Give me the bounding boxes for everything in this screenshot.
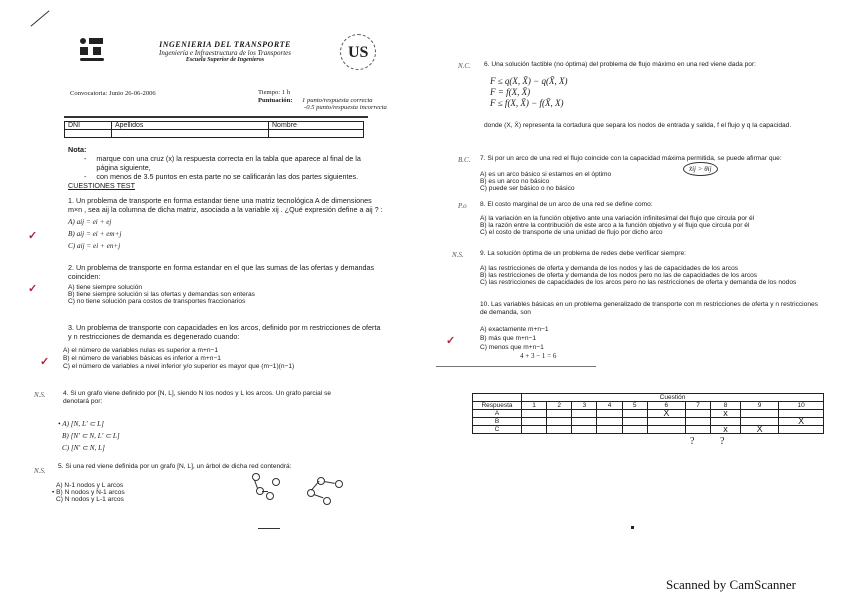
convocatoria-text: Convocatoria: Junio 26-06-2006 <box>70 90 156 97</box>
answer-cell[interactable] <box>622 418 647 426</box>
answer-cell[interactable] <box>597 410 622 418</box>
scan-artifact-line <box>258 528 280 529</box>
header-block <box>110 40 340 63</box>
nombre-field[interactable] <box>269 130 364 138</box>
margin-note: N.C. <box>458 62 471 70</box>
answer-cell[interactable]: X <box>779 418 824 426</box>
answer-cell[interactable] <box>741 410 779 418</box>
handwritten-annotation: x̃ij > θij <box>683 162 718 176</box>
answer-cell[interactable] <box>572 418 597 426</box>
answer-cell[interactable]: X <box>741 426 779 434</box>
answer-cell[interactable] <box>685 426 710 434</box>
q2-option-b: B) tiene siempre solución si las ofertas y demandas son enteras <box>68 291 255 298</box>
handwritten-calculation: 4 + 3 − 1 = 6 <box>520 352 557 360</box>
q3-option-b: B) el número de variables básicas es inferior a m+n−1 <box>63 355 221 362</box>
question-9: 9. La solución óptima de un problema de redes debe verificar siempre: <box>480 250 686 257</box>
school-logo-icon <box>80 38 104 62</box>
q8-option-a: A) la variación en la función objetivo ante una variación infinitesimal del flujo que circula por él <box>480 215 755 222</box>
puntuacion-correct: 1 punto/respuesta correcta <box>302 97 373 104</box>
answer-cell[interactable] <box>522 418 547 426</box>
question-8: 8. El costo marginal de un arco de una red se define como: <box>480 201 653 208</box>
answer-cell[interactable] <box>685 410 710 418</box>
header-title: INGENIERIA DEL TRANSPORTE <box>159 40 291 49</box>
q4-option-a: • A) [N, L' ⊂ L] <box>58 420 104 428</box>
question-6: 6. Una solución factible (no óptima) del problema de flujo máximo en una red viene dada por: <box>484 61 756 68</box>
answer-row-b: B X <box>473 418 824 426</box>
answer-cell[interactable]: x <box>711 410 741 418</box>
header-divider <box>64 116 368 118</box>
question-10: 10. Las variables básicas en un problema generalizado de transporte con m restricciones de oferta y n restricciones de demanda, son <box>480 301 818 316</box>
tiempo-text: Tiempo: 1 h <box>258 89 290 96</box>
check-mark-icon: ✓ <box>40 356 50 368</box>
note-item: - con menos de 3.5 puntos en esta parte no se calificarán las dos partes siguientes. <box>84 172 359 181</box>
answer-cell[interactable] <box>622 426 647 434</box>
margin-note: N.S. <box>34 467 46 475</box>
q9-option-c: C) las restricciones de capacidades de los arcos pero no las restricciones de oferta y demanda de los nodos <box>480 279 797 286</box>
q10-option-c: C) menos que m+n−1 <box>480 344 544 351</box>
answer-cell[interactable] <box>597 418 622 426</box>
answer-cell[interactable] <box>622 410 647 418</box>
q10-option-a: A) exactamente m+n−1 <box>480 326 549 333</box>
q6-footer: donde (X, X̄) representa la cortadura que separa los nodos de entrada y salida, f el flujo y q la capacidad. <box>484 122 792 129</box>
note-item: - marque con una cruz (x) la respuesta correcta en la tabla que aparece al final de la página siguiente, <box>84 154 361 172</box>
answer-cell[interactable] <box>647 418 685 426</box>
q9-option-a: A) las restricciones de oferta y demanda de los nodos y las de capacidades de los arcos <box>480 265 739 272</box>
q2-option-c: C) no tiene solución para costos de transportes fraccionarios <box>68 298 246 305</box>
q5-option-b: • B) N nodos y N-1 arcos <box>52 489 125 496</box>
question-mark-q7: ? <box>690 436 695 447</box>
answer-cell[interactable] <box>522 426 547 434</box>
answer-cell[interactable] <box>572 410 597 418</box>
q1-option-a: A) aij = ei + ej <box>68 218 112 226</box>
q7-option-a: A) es un arco básico si estamos en el óptimo <box>480 171 612 178</box>
q8-option-c: C) el costo de transporte de una unidad de flujo por dicho arco <box>480 229 663 236</box>
q1-option-b: B) aij = ei + em+j <box>68 230 122 238</box>
pen-stroke-mark <box>30 10 49 26</box>
q3-option-a: A) el número de variables nulas es superior a m+n−1 <box>63 347 219 354</box>
answer-cell[interactable] <box>647 426 685 434</box>
answer-cell[interactable] <box>547 410 572 418</box>
q6-formulas <box>490 76 568 109</box>
q5-option-a: A) N-1 nodos y L arcos <box>56 482 124 489</box>
apellidos-header: Apellidos <box>112 122 269 130</box>
university-seal-icon: US <box>340 34 376 70</box>
q1-option-c: C) aij = ei + en+j <box>68 242 121 250</box>
q4-option-c: C) [N' ⊂ N, L] <box>62 444 105 452</box>
question-mark-q8: ? <box>720 436 725 447</box>
check-mark-icon: ✓ <box>28 230 38 242</box>
note-label: Nota: <box>68 145 87 154</box>
margin-note: N.S. <box>452 251 464 259</box>
margin-note: N.S. <box>34 391 46 399</box>
header-school: Escuela Superior de Ingenieros <box>185 57 265 63</box>
margin-note: P.o <box>458 202 467 210</box>
puntuacion-incorrect: -0.5 punto/respuesta incorrecta <box>304 104 387 111</box>
q7-option-b: B) es un arco no básico <box>480 178 550 185</box>
scan-artifact-dot <box>631 526 634 529</box>
puntuacion-label: Puntuación: <box>258 97 293 104</box>
section-title: CUESTIONES TEST <box>68 181 135 190</box>
q3-option-c: C) el número de variables a nivel inferior y/o superior es mayor que (m−1)(n−1) <box>63 363 295 370</box>
answer-table-row-header: Respuesta <box>473 402 522 410</box>
answer-cell[interactable] <box>547 426 572 434</box>
answer-table: Cuestión Respuesta 1 2 3 4 5 6 7 8 9 10 A X x B X C x X <box>472 393 824 434</box>
q6-formula-2: F = f(X, X̄) <box>490 87 531 97</box>
answer-cell[interactable] <box>572 426 597 434</box>
q8-option-b: B) la razón entre la contribución de este arco a la función objetivo y el flujo que circula por él <box>480 222 750 229</box>
answer-cell[interactable] <box>685 418 710 426</box>
answer-cell[interactable] <box>597 426 622 434</box>
question-7: 7. Si por un arco de una red el flujo coincide con la capacidad máxima permitida, se puede afirmar que: <box>480 155 782 162</box>
answer-cell[interactable] <box>522 410 547 418</box>
scan-artifact-line <box>436 366 596 367</box>
q10-option-b: B) más que m+n−1 <box>480 335 537 342</box>
answer-row-c: C x X <box>473 426 824 434</box>
answer-row-a: A X x <box>473 410 824 418</box>
check-mark-icon: ✓ <box>28 283 38 295</box>
nombre-header: Nombre <box>269 122 364 130</box>
question-1: 1. Un problema de transporte en forma estandar tiene una matriz tecnológica A de dimensiones m×n , sea aij la columna de dicha matriz, asociada a la variable xij . ¿Qué expresión define a aij ? : <box>68 196 383 214</box>
q9-option-b: B) las restricciones de oferta y demanda de los nodos pero no las de capacidades de los arcos <box>480 272 758 279</box>
margin-note: B.C. <box>458 156 471 164</box>
answer-cell[interactable]: x <box>711 426 741 434</box>
dni-field[interactable] <box>65 130 112 138</box>
question-4: 4. Si un grafo viene definido por [N, L], siendo N los nodos y L los arcos. Un grafo parcial se denotará por: <box>63 390 332 405</box>
question-5: 5. Si una red viene definida por un grafo [N, L], un árbol de dicha red contendrá: <box>58 463 292 470</box>
q6-formula-3: F ≤ f(X, X̄) − f(X̄, X) <box>490 98 564 108</box>
q5-option-c: C) N nodos y L-1 arcos <box>56 496 124 503</box>
apellidos-field[interactable] <box>112 130 269 138</box>
q7-option-c: C) puede ser básico o no básico <box>480 185 575 192</box>
q6-formula-1: F ≤ q(X, X̄) − q(X̄, X) <box>490 76 568 86</box>
answer-cell[interactable] <box>547 418 572 426</box>
note-list <box>84 154 384 181</box>
question-2: 2. Un problema de transporte en forma estandar en el que las sumas de las ofertas y demandas coinciden: <box>68 263 375 281</box>
question-3: 3. Un problema de transporte con capacidades en los arcos, definido por m restricciones de oferta y n restricciones de demanda es degenerado cuando: <box>68 323 381 341</box>
check-mark-icon: ✓ <box>446 335 456 347</box>
answer-cell[interactable]: X <box>647 410 685 418</box>
q2-option-a: A) tiene siempre solución <box>68 284 143 291</box>
answer-cell[interactable] <box>779 426 824 434</box>
header-subtitle: Ingeniería e Infraestructura de los Transportes <box>158 49 292 57</box>
camscanner-watermark: Scanned by CamScanner <box>666 577 796 592</box>
q4-option-b: B) [N' ⊂ N, L' ⊂ L] <box>62 432 120 440</box>
student-id-table <box>64 121 364 138</box>
answer-table-title: Cuestión <box>522 394 824 402</box>
dni-header: DNI <box>65 122 112 130</box>
